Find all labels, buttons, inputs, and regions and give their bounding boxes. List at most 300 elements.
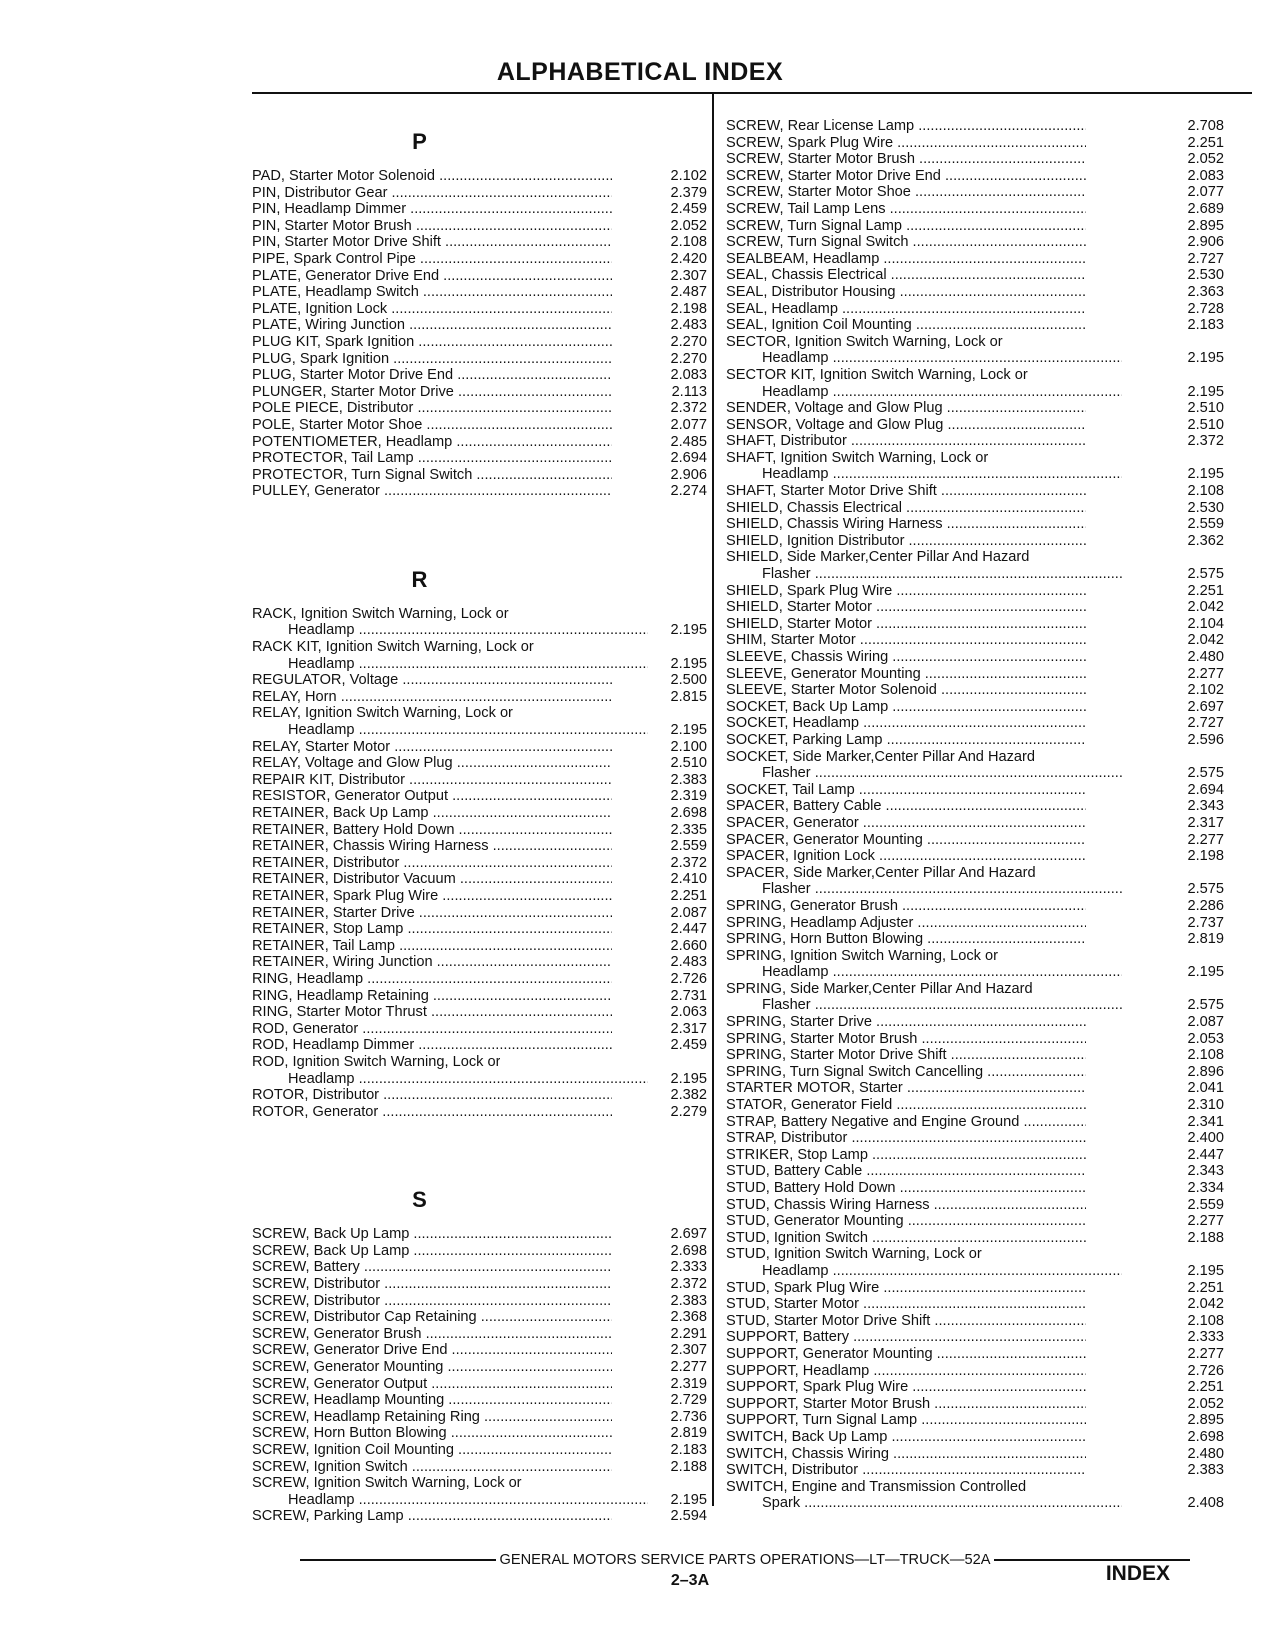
index-entry <box>726 1014 1224 1031</box>
index-entry <box>252 739 707 756</box>
entry-label-text: PLATE, Ignition Lock <box>252 300 388 317</box>
index-entry <box>252 1087 707 1104</box>
entry-continuation-text: Headlamp <box>288 1070 355 1087</box>
entry-page-ref: 2.906 <box>1187 234 1224 251</box>
index-entry <box>726 948 1224 965</box>
entry-page-ref: 2.195 <box>670 1491 707 1508</box>
index-entry <box>726 1197 1224 1214</box>
entry-page-ref: 2.087 <box>670 904 707 921</box>
entry-label-text: SOCKET, Back Up Lamp <box>726 698 889 715</box>
entry-page-ref: 2.510 <box>1187 416 1224 433</box>
entry-label-text: RELAY, Horn <box>252 688 337 705</box>
index-entry <box>726 367 1224 384</box>
entry-label-text: SHIELD, Chassis Electrical <box>726 499 902 516</box>
entry-label-text: RETAINER, Stop Lamp <box>252 921 404 938</box>
entry-label <box>726 1346 1086 1363</box>
entry-label <box>252 739 612 756</box>
entry-continuation-text: Flasher <box>762 997 811 1014</box>
entry-page-ref: 2.277 <box>1187 1345 1224 1362</box>
index-entry <box>726 1080 1224 1097</box>
entry-label <box>726 666 1086 683</box>
entry-label <box>252 1293 612 1310</box>
entry-page-ref: 2.307 <box>670 267 707 284</box>
entry-page-ref: 2.341 <box>1187 1113 1224 1130</box>
index-entry <box>726 915 1224 932</box>
entry-label <box>726 1047 1086 1064</box>
entry-label-text: SUPPORT, Starter Motor Brush <box>726 1395 931 1412</box>
entry-label <box>252 1392 612 1409</box>
entry-label-text: POLE PIECE, Distributor <box>252 400 414 417</box>
entry-continuation-text: Spark <box>762 1495 801 1512</box>
entry-page-ref: 2.195 <box>670 622 707 639</box>
entry-label-text: RETAINER, Spark Plug Wire <box>252 887 439 904</box>
entry-page-ref: 2.113 <box>671 383 707 400</box>
entry-label-text: SCREW, Headlamp Mounting <box>252 1392 445 1409</box>
index-entry <box>726 267 1224 284</box>
index-entry <box>726 1379 1224 1396</box>
index-entry-continuation <box>726 997 1224 1014</box>
entry-label-text: SCREW, Turn Signal Lamp <box>726 217 903 234</box>
index-entry <box>252 1021 707 1038</box>
entry-label-text: SLEEVE, Chassis Wiring <box>726 649 889 665</box>
entry-continuation-label <box>726 1263 1122 1280</box>
entry-page-ref: 2.400 <box>1187 1130 1224 1147</box>
entry-label <box>252 1259 612 1276</box>
entry-continuation-text: Flasher <box>762 765 811 782</box>
entry-continuation-text: Headlamp <box>288 1491 355 1508</box>
entry-page-ref: 2.108 <box>1187 1047 1224 1064</box>
index-entry <box>726 715 1224 732</box>
index-entry <box>726 749 1224 766</box>
entry-label-text: RETAINER, Chassis Wiring Harness <box>252 838 489 855</box>
entry-page-ref: 2.063 <box>670 1004 707 1021</box>
index-entry <box>726 1147 1224 1164</box>
entry-page-ref: 2.251 <box>1187 1379 1224 1396</box>
section-spacer <box>252 500 707 556</box>
entry-page-ref: 2.447 <box>1187 1146 1224 1163</box>
index-entry-continuation <box>726 350 1224 367</box>
entry-label <box>726 1180 1086 1197</box>
entry-label-text: STRAP, Distributor <box>726 1130 848 1147</box>
entry-label <box>726 516 1086 533</box>
entry-label-text: SCREW, Parking Lamp <box>252 1508 404 1525</box>
entry-page-ref: 2.559 <box>670 838 707 855</box>
entry-page-ref: 2.689 <box>1187 200 1224 217</box>
top-rule <box>252 92 1252 94</box>
entry-label <box>726 201 1086 218</box>
entry-page-ref: 2.483 <box>670 317 707 334</box>
index-entry <box>726 450 1224 467</box>
entry-page-ref: 2.195 <box>1187 1262 1224 1279</box>
entry-label: SPACER, Side Marker,Center Pillar And Hazard <box>726 864 1036 881</box>
entry-label <box>252 1376 612 1393</box>
entry-label-text: STUD, Chassis Wiring Harness <box>726 1196 930 1213</box>
index-entry <box>252 855 707 872</box>
entry-label <box>252 234 612 251</box>
entry-label: SECTOR KIT, Ignition Switch Warning, Lock or <box>726 366 1028 383</box>
entry-page-ref: 2.510 <box>1187 400 1224 417</box>
entry-page-ref: 2.819 <box>670 1425 707 1442</box>
entry-label <box>252 1359 612 1376</box>
entry-page-ref: 2.087 <box>1187 1014 1224 1031</box>
index-entry <box>252 772 707 789</box>
index-entry <box>726 1446 1224 1463</box>
index-entry <box>252 1054 707 1071</box>
entry-continuation-text: Headlamp <box>288 722 355 739</box>
entry-label-text: SWITCH, Back Up Lamp <box>726 1428 888 1445</box>
index-entry <box>726 981 1224 998</box>
entry-page-ref: 2.459 <box>670 201 707 218</box>
entry-page-ref: 2.042 <box>1187 599 1224 616</box>
entry-page-ref: 2.077 <box>1187 184 1224 201</box>
entry-page-ref: 2.737 <box>1187 914 1224 931</box>
entry-label <box>252 672 612 689</box>
entry-page-ref: 2.343 <box>1187 1163 1224 1180</box>
entry-label-text: SPRING, Starter Motor Drive Shift <box>726 1047 947 1064</box>
entry-label-text: SOCKET, Parking Lamp <box>726 731 883 748</box>
entry-continuation-label <box>726 881 1122 898</box>
entry-label <box>726 1014 1086 1031</box>
entry-label-text: SHAFT, Distributor <box>726 433 847 450</box>
entry-label <box>252 888 612 905</box>
entry-label <box>252 1508 612 1525</box>
index-entry <box>252 467 707 484</box>
index-entry <box>252 1326 707 1343</box>
index-entry <box>726 782 1224 799</box>
entry-label-text: SHAFT, Starter Motor Drive Shift <box>726 483 937 500</box>
entry-label <box>726 1147 1086 1164</box>
entry-page-ref: 2.307 <box>670 1342 707 1359</box>
entry-label-text: PIPE, Spark Control Pipe <box>252 250 416 267</box>
entry-label-text: SCREW, Generator Mounting <box>252 1359 444 1376</box>
entry-page-ref: 2.195 <box>670 655 707 672</box>
entry-label-text: RETAINER, Distributor Vacuum <box>252 871 456 888</box>
index-entry <box>252 838 707 855</box>
entry-label <box>726 1163 1086 1180</box>
entry-page-ref: 2.480 <box>1187 649 1224 665</box>
entry-continuation-label <box>252 722 648 739</box>
entry-label-text: SPRING, Turn Signal Switch Cancelling <box>726 1063 984 1080</box>
entry-page-ref: 2.277 <box>1187 1213 1224 1230</box>
column-divider <box>712 94 714 1506</box>
footer-rule-right <box>994 1559 1190 1561</box>
entry-label-text: SCREW, Generator Drive End <box>252 1342 448 1359</box>
entry-page-ref: 2.334 <box>1187 1180 1224 1196</box>
entry-label-text: SENSOR, Voltage and Glow Plug <box>726 416 944 433</box>
entry-page-ref: 2.819 <box>1187 931 1224 948</box>
index-entry <box>726 184 1224 201</box>
entry-label: SECTOR, Ignition Switch Warning, Lock or <box>726 333 1003 350</box>
entry-label <box>726 815 1086 832</box>
entry-page-ref: 2.575 <box>1187 881 1224 898</box>
entry-continuation-label <box>726 997 1122 1014</box>
index-entry <box>726 1296 1224 1313</box>
entry-label <box>726 317 1086 334</box>
entry-label <box>252 434 612 451</box>
entry-label <box>252 334 612 351</box>
index-entry <box>726 533 1224 550</box>
entry-label-text: SPACER, Ignition Lock <box>726 848 875 865</box>
entry-label <box>252 938 612 955</box>
entry-label: SHAFT, Ignition Switch Warning, Lock or <box>726 449 989 466</box>
entry-label-text: SPACER, Generator <box>726 814 859 831</box>
index-entry-continuation <box>252 622 707 639</box>
index-entry <box>726 1230 1224 1247</box>
index-entry <box>726 1462 1224 1479</box>
index-entry <box>252 1508 707 1525</box>
entry-continuation-label <box>726 765 1122 782</box>
entry-page-ref: 2.698 <box>670 1242 707 1259</box>
index-entry <box>252 168 707 185</box>
index-entry <box>726 500 1224 517</box>
entry-label-text: REPAIR KIT, Distributor <box>252 771 405 788</box>
entry-label <box>726 400 1086 417</box>
index-entry <box>252 334 707 351</box>
index-entry <box>252 1409 707 1426</box>
entry-page-ref: 2.274 <box>670 483 707 500</box>
entry-label <box>726 649 1086 666</box>
entry-label <box>726 218 1086 235</box>
entry-page-ref: 2.698 <box>1187 1428 1224 1445</box>
index-entry <box>726 234 1224 251</box>
index-entry-continuation <box>726 1495 1224 1512</box>
entry-page-ref: 2.459 <box>670 1037 707 1054</box>
entry-label-text: SCREW, Starter Motor Drive End <box>726 167 941 184</box>
entry-label <box>726 184 1086 201</box>
entry-label-text: SHIM, Starter Motor <box>726 632 856 649</box>
index-entry <box>726 898 1224 915</box>
entry-label <box>726 234 1086 251</box>
index-entry <box>726 284 1224 301</box>
entry-label-text: SCREW, Starter Motor Shoe <box>726 184 911 201</box>
entry-label <box>726 715 1086 732</box>
entry-label <box>726 1363 1086 1380</box>
entry-label <box>252 954 612 971</box>
index-entry <box>726 682 1224 699</box>
index-entry <box>726 699 1224 716</box>
entry-label <box>252 971 612 988</box>
entry-label-text: RETAINER, Back Up Lamp <box>252 805 429 821</box>
entry-label-text: STARTER MOTOR, Starter <box>726 1080 903 1097</box>
entry-label-text: SPRING, Starter Drive <box>726 1014 872 1031</box>
entry-label-text: PAD, Starter Motor Solenoid <box>252 168 436 184</box>
entry-page-ref: 2.362 <box>1187 532 1224 549</box>
entry-page-ref: 2.195 <box>1187 350 1224 367</box>
entry-label-text: STRIKER, Stop Lamp <box>726 1146 868 1163</box>
entry-label-text: STUD, Starter Motor Drive Shift <box>726 1312 931 1329</box>
entry-label-text: SCREW, Generator Brush <box>252 1325 422 1342</box>
entry-page-ref: 2.729 <box>670 1392 707 1409</box>
entry-label-text: RETAINER, Battery Hold Down <box>252 821 455 838</box>
index-entry <box>252 705 707 722</box>
index-entry <box>252 689 707 706</box>
entry-label-text: SPACER, Generator Mounting <box>726 831 923 848</box>
entry-page-ref: 2.195 <box>670 722 707 739</box>
entry-page-ref: 2.102 <box>1187 682 1224 699</box>
entry-label-text: SCREW, Distributor Cap Retaining <box>252 1309 477 1326</box>
entry-label <box>726 1329 1086 1346</box>
index-entry <box>726 301 1224 318</box>
index-entry <box>726 1479 1224 1496</box>
entry-page-ref: 2.343 <box>1187 798 1224 815</box>
index-entry <box>252 1359 707 1376</box>
index-entry <box>252 1004 707 1021</box>
index-entry-continuation <box>726 1263 1224 1280</box>
entry-label <box>252 988 612 1005</box>
entry-page-ref: 2.485 <box>670 433 707 450</box>
entry-label <box>252 689 612 706</box>
entry-label-text: SPRING, Headlamp Adjuster <box>726 914 914 931</box>
section-letter-header: R <box>411 566 428 592</box>
entry-page-ref: 2.815 <box>670 688 707 705</box>
entry-label-text: RELAY, Starter Motor <box>252 738 391 755</box>
entry-label-text: SCREW, Distributor <box>252 1276 381 1293</box>
entry-label <box>252 1004 612 1021</box>
entry-label <box>252 855 612 872</box>
entry-label-text: PIN, Distributor Gear <box>252 184 388 201</box>
entry-page-ref: 2.333 <box>1187 1329 1224 1346</box>
entry-page-ref: 2.077 <box>670 416 707 433</box>
index-entry <box>252 234 707 251</box>
index-entry <box>252 788 707 805</box>
entry-label-text: RING, Headlamp <box>252 970 364 987</box>
index-entry <box>726 649 1224 666</box>
entry-continuation-text: Headlamp <box>288 655 355 672</box>
index-entry-continuation <box>726 566 1224 583</box>
entry-label-text: RELAY, Voltage and Glow Plug <box>252 755 453 772</box>
entry-label-text: PLUG KIT, Spark Ignition <box>252 333 415 350</box>
entry-label <box>252 1326 612 1343</box>
entry-label <box>726 500 1086 517</box>
section-letter-header: P <box>412 129 427 154</box>
entry-page-ref: 2.896 <box>1187 1063 1224 1080</box>
entry-label <box>252 417 612 434</box>
index-entry <box>252 301 707 318</box>
entry-continuation-label <box>726 566 1122 583</box>
page-title: ALPHABETICAL INDEX <box>496 58 784 86</box>
entry-label-text: SHIELD, Spark Plug Wire <box>726 582 893 599</box>
entry-page-ref: 2.042 <box>1187 632 1224 649</box>
entry-label <box>726 151 1086 168</box>
entry-page-ref: 2.183 <box>1187 317 1224 334</box>
entry-page-ref: 2.277 <box>1187 665 1224 682</box>
index-entry <box>726 433 1224 450</box>
entry-page-ref: 2.480 <box>1187 1445 1224 1462</box>
index-entry <box>726 1031 1224 1048</box>
entry-label: SWITCH, Engine and Transmission Controlled <box>726 1478 1027 1495</box>
index-entry-continuation <box>252 656 707 673</box>
entry-label-text: RETAINER, Tail Lamp <box>252 937 396 954</box>
entry-page-ref: 2.368 <box>670 1309 707 1326</box>
section-label: INDEX <box>1105 1562 1170 1585</box>
entry-label <box>252 301 612 318</box>
index-entry <box>252 1459 707 1476</box>
entry-page-ref: 2.895 <box>1187 1412 1224 1429</box>
entry-page-ref: 2.251 <box>670 887 707 904</box>
index-entry-continuation <box>252 722 707 739</box>
index-entry <box>252 400 707 417</box>
index-entry <box>252 1037 707 1054</box>
index-entry <box>252 1104 707 1121</box>
entry-label <box>726 1080 1086 1097</box>
entry-page-ref: 2.483 <box>670 954 707 971</box>
entry-label <box>252 351 612 368</box>
entry-label <box>726 832 1086 849</box>
entry-label <box>726 1130 1086 1147</box>
index-entry <box>252 871 707 888</box>
entry-label-text: SOCKET, Headlamp <box>726 715 860 732</box>
entry-label-text: SPRING, Horn Button Blowing <box>726 931 924 948</box>
entry-label <box>252 317 612 334</box>
index-entry <box>252 672 707 689</box>
entry-label <box>252 400 612 417</box>
entry-page-ref: 2.291 <box>670 1325 707 1342</box>
entry-page-ref: 2.108 <box>1187 483 1224 500</box>
entry-page-ref: 2.277 <box>1187 831 1224 848</box>
entry-label-text: SEAL, Chassis Electrical <box>726 267 887 284</box>
entry-page-ref: 2.726 <box>1187 1362 1224 1379</box>
entry-label <box>252 251 612 268</box>
entry-label-text: PIN, Headlamp Dimmer <box>252 201 407 218</box>
entry-page-ref: 2.195 <box>1187 383 1224 400</box>
index-entry <box>726 732 1224 749</box>
entry-page-ref: 2.310 <box>1187 1097 1224 1114</box>
index-entry <box>252 971 707 988</box>
entry-label <box>252 1425 612 1442</box>
entry-label-text: SCREW, Tail Lamp Lens <box>726 200 886 217</box>
index-entry <box>252 1376 707 1393</box>
entry-page-ref: 2.906 <box>670 466 707 483</box>
entry-label <box>726 1064 1086 1081</box>
entry-label-text: SCREW, Generator Output <box>252 1375 428 1392</box>
entry-label <box>252 483 612 500</box>
entry-page-ref: 2.372 <box>670 1276 707 1293</box>
entry-label <box>726 931 1086 948</box>
entry-label <box>252 788 612 805</box>
entry-label <box>726 284 1086 301</box>
entry-label: SOCKET, Side Marker,Center Pillar And Hazard <box>726 748 1036 765</box>
entry-page-ref: 2.596 <box>1187 731 1224 748</box>
entry-label <box>726 267 1086 284</box>
entry-label <box>726 699 1086 716</box>
index-entry <box>252 938 707 955</box>
index-entry <box>726 118 1224 135</box>
index-entry <box>726 931 1224 948</box>
entry-label-text: SLEEVE, Generator Mounting <box>726 665 921 682</box>
entry-continuation-label <box>252 656 648 673</box>
entry-page-ref: 2.410 <box>670 871 707 888</box>
entry-label <box>726 1097 1086 1114</box>
entry-continuation-text: Headlamp <box>762 1262 829 1279</box>
index-entry-continuation <box>726 765 1224 782</box>
index-entry-continuation <box>252 1071 707 1088</box>
entry-page-ref: 2.726 <box>670 970 707 987</box>
entry-page-ref: 2.083 <box>670 367 707 384</box>
index-entry <box>726 832 1224 849</box>
index-entry-continuation <box>726 466 1224 483</box>
entry-label-text: SCREW, Turn Signal Switch <box>726 234 909 251</box>
entry-label: SHIELD, Side Marker,Center Pillar And Hazard <box>726 549 1030 566</box>
entry-label-text: SUPPORT, Battery <box>726 1329 850 1346</box>
footer <box>240 1552 1250 1568</box>
index-entry <box>252 1259 707 1276</box>
index-entry <box>252 805 707 822</box>
entry-label <box>252 755 612 772</box>
entry-page-ref: 2.420 <box>670 250 707 267</box>
entry-page-ref: 2.660 <box>670 937 707 954</box>
entry-continuation-text: Headlamp <box>762 466 829 483</box>
entry-label-text: SEAL, Distributor Housing <box>726 283 896 300</box>
